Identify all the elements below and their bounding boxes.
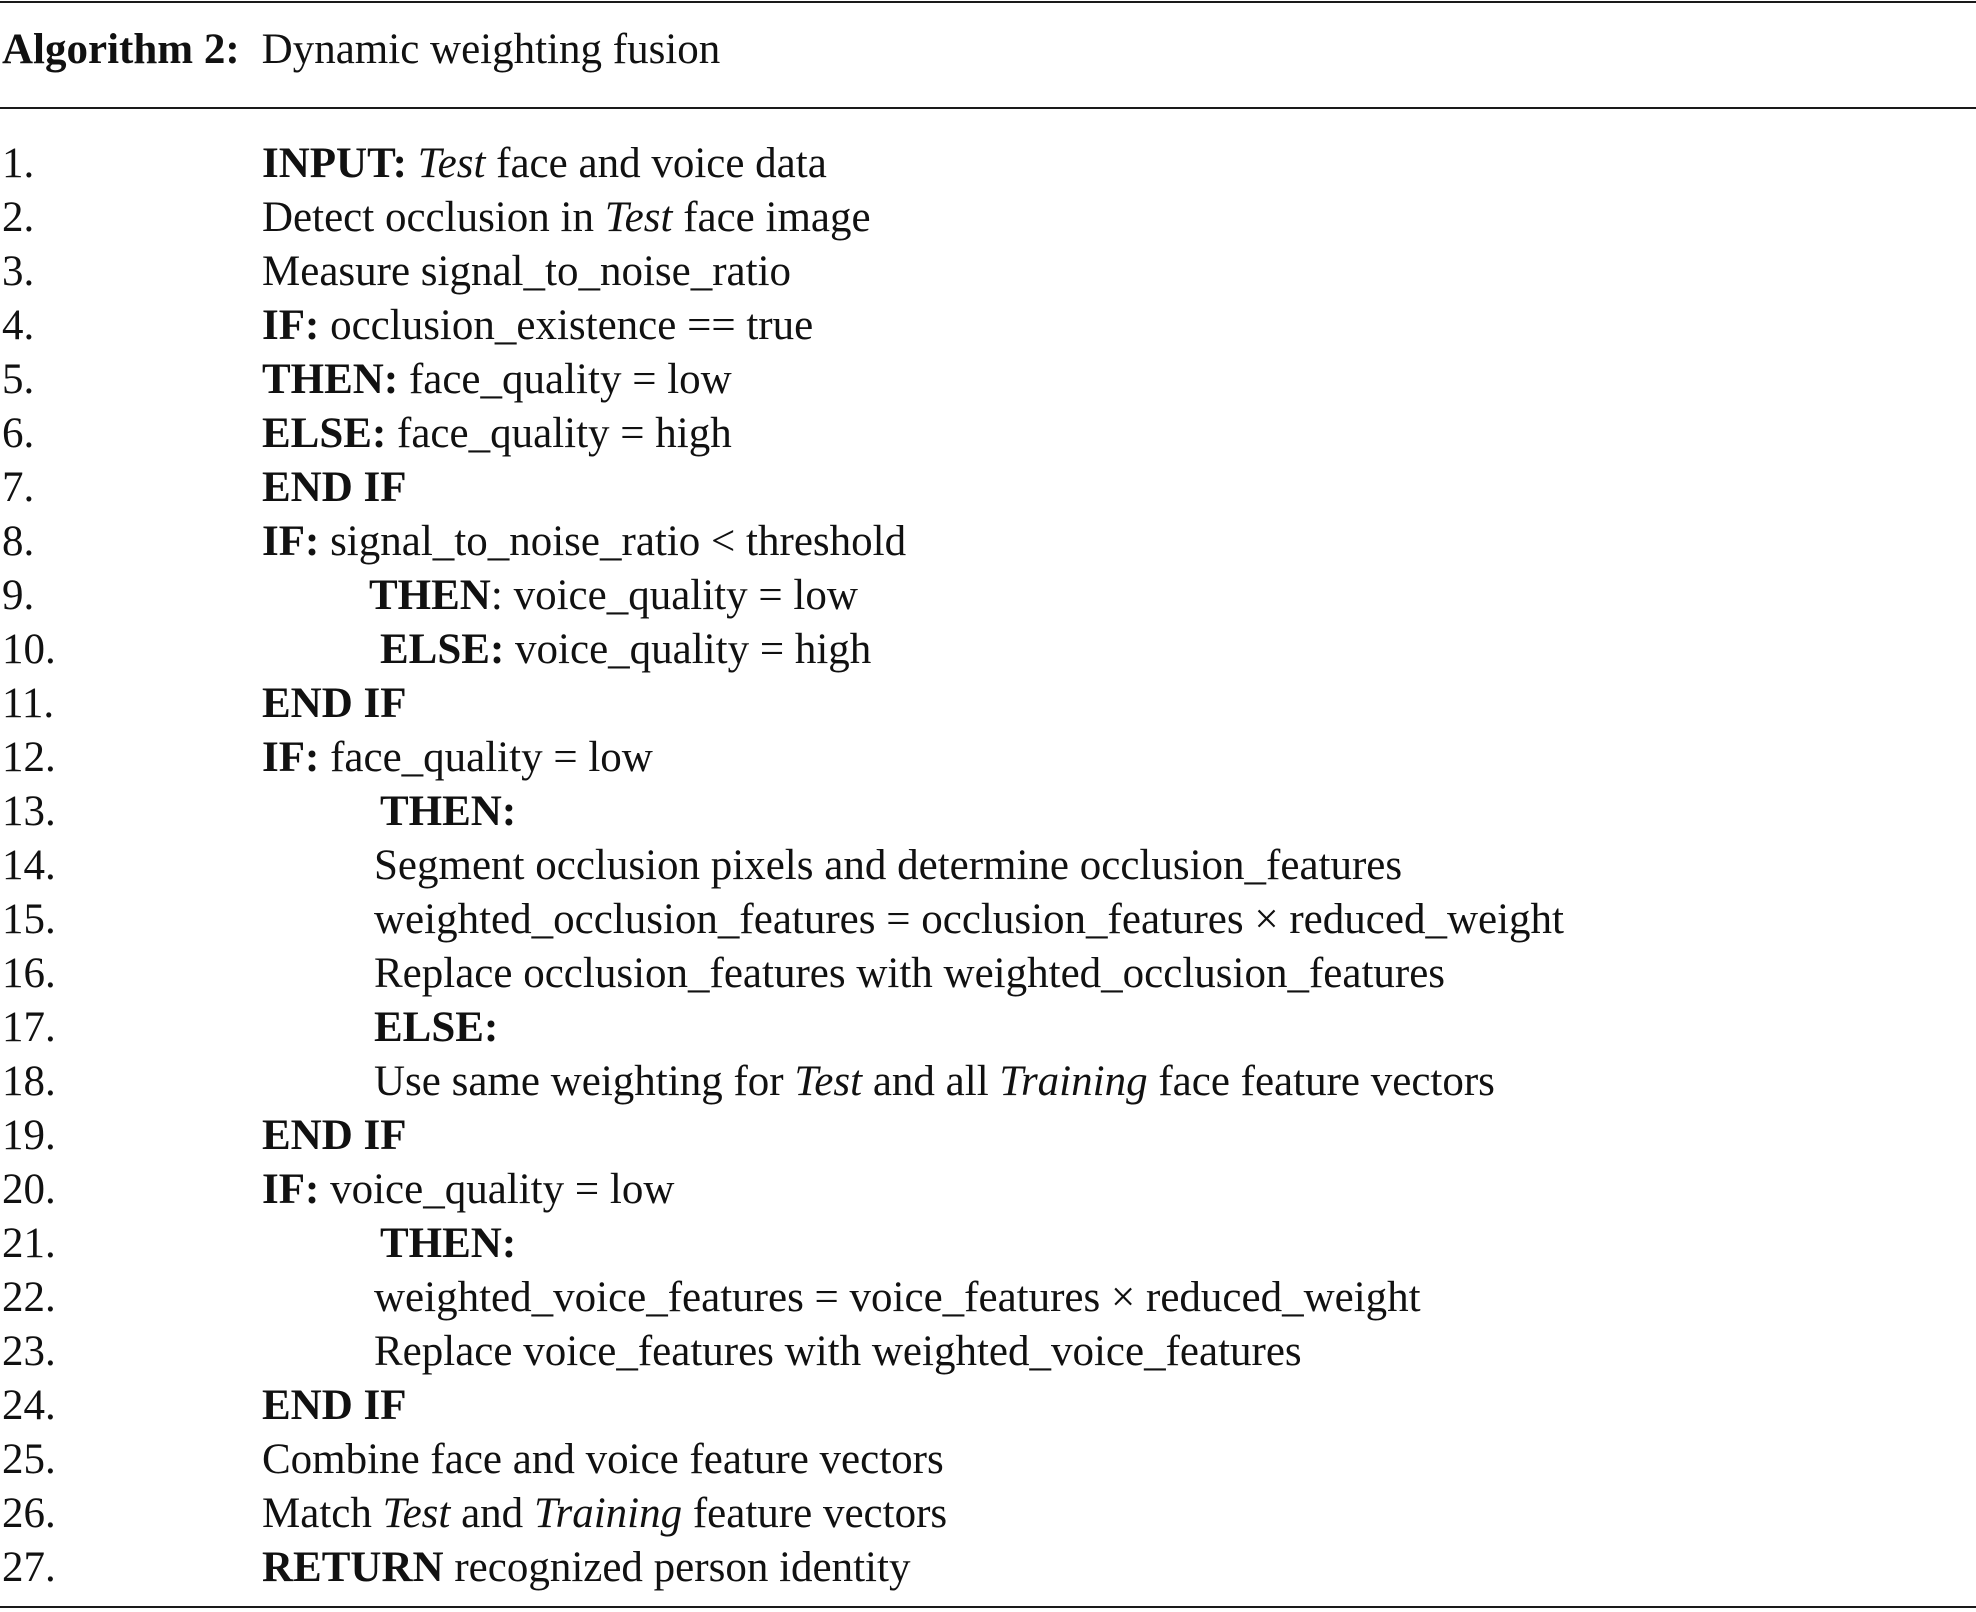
algorithm-line bbox=[0, 299, 1976, 353]
algorithm-line bbox=[0, 461, 1976, 515]
statement-text: voice_quality = high bbox=[504, 626, 872, 673]
statement-text: and bbox=[450, 1490, 534, 1537]
algorithm-line bbox=[0, 569, 1976, 623]
algorithm-line bbox=[0, 731, 1976, 785]
emphasis-text: Training bbox=[999, 1058, 1148, 1105]
keyword: THEN: bbox=[380, 788, 517, 835]
keyword: THEN: bbox=[262, 356, 399, 403]
algorithm-line bbox=[0, 893, 1976, 947]
algorithm-line bbox=[0, 1325, 1976, 1379]
line-content bbox=[374, 1001, 498, 1055]
line-number: 7. bbox=[2, 464, 35, 511]
line-number: 2. bbox=[2, 194, 35, 241]
algorithm-line bbox=[0, 1541, 1976, 1595]
keyword: RETURN bbox=[262, 1544, 444, 1591]
keyword: END IF bbox=[262, 1112, 407, 1159]
algorithm-line bbox=[0, 1001, 1976, 1055]
keyword: ELSE: bbox=[262, 410, 387, 457]
statement-text: Combine face and voice feature vectors bbox=[262, 1436, 944, 1483]
line-content bbox=[374, 893, 1564, 947]
line-number: 9. bbox=[2, 572, 35, 619]
line-content bbox=[262, 353, 732, 407]
statement-text: face feature vectors bbox=[1147, 1058, 1495, 1105]
algorithm-line bbox=[0, 1271, 1976, 1325]
line-number: 21. bbox=[2, 1220, 56, 1267]
statement-text: face image bbox=[672, 194, 871, 241]
bottom-rule bbox=[0, 1606, 1976, 1608]
algorithm-line bbox=[0, 785, 1976, 839]
line-number: 11. bbox=[2, 680, 55, 727]
line-content bbox=[374, 947, 1445, 1001]
keyword: END IF bbox=[262, 680, 407, 727]
line-content bbox=[374, 1271, 1421, 1325]
statement-text: face_quality = high bbox=[386, 410, 732, 457]
line-number: 27. bbox=[2, 1544, 56, 1591]
line-content bbox=[262, 1379, 407, 1433]
line-number: 10. bbox=[2, 626, 56, 673]
line-content bbox=[262, 245, 791, 299]
algorithm-line bbox=[0, 1487, 1976, 1541]
algorithm-line bbox=[0, 677, 1976, 731]
algorithm-line bbox=[0, 515, 1976, 569]
line-content bbox=[262, 299, 813, 353]
algorithm-line bbox=[0, 623, 1976, 677]
line-content bbox=[262, 677, 407, 731]
line-number: 18. bbox=[2, 1058, 56, 1105]
algorithm-line bbox=[0, 1163, 1976, 1217]
statement-text: weighted_voice_features = voice_features × reduced_weight bbox=[374, 1274, 1421, 1321]
line-number: 20. bbox=[2, 1166, 56, 1213]
line-number: 6. bbox=[2, 410, 35, 457]
algorithm-line bbox=[0, 1109, 1976, 1163]
statement-text: Replace occlusion_features with weighted_occlusion_features bbox=[374, 950, 1446, 997]
line-number: 19. bbox=[2, 1112, 56, 1159]
line-content bbox=[262, 407, 732, 461]
line-content bbox=[262, 461, 407, 515]
line-content bbox=[262, 191, 871, 245]
keyword: THEN bbox=[369, 572, 491, 619]
algorithm-line bbox=[0, 191, 1976, 245]
line-number: 23. bbox=[2, 1328, 56, 1375]
line-content bbox=[262, 731, 653, 785]
emphasis-text: Training bbox=[533, 1490, 683, 1537]
statement-text: : voice_quality = low bbox=[490, 572, 858, 619]
statement-text: Replace voice_features with weighted_voice_features bbox=[374, 1328, 1302, 1375]
line-content bbox=[262, 1433, 944, 1487]
statement-text: and all bbox=[862, 1058, 1000, 1105]
line-number: 15. bbox=[2, 896, 56, 943]
statement-text: signal_to_noise_ratio < threshold bbox=[319, 518, 907, 565]
keyword: ELSE: bbox=[374, 1004, 499, 1051]
algorithm-caption bbox=[2, 22, 720, 78]
statement-text: face_quality = low bbox=[398, 356, 732, 403]
algorithm-line bbox=[0, 353, 1976, 407]
statement-text: Use same weighting for bbox=[374, 1058, 795, 1105]
algorithm-line bbox=[0, 1379, 1976, 1433]
keyword: END IF bbox=[262, 1382, 407, 1429]
emphasis-text: Test bbox=[794, 1058, 863, 1105]
line-number: 16. bbox=[2, 950, 56, 997]
algorithm-line bbox=[0, 407, 1976, 461]
keyword: IF: bbox=[262, 518, 320, 565]
line-content bbox=[262, 1487, 947, 1541]
line-number: 4. bbox=[2, 302, 35, 349]
keyword: THEN: bbox=[380, 1220, 517, 1267]
statement-text: face and voice data bbox=[485, 140, 827, 187]
algorithm-line bbox=[0, 839, 1976, 893]
algorithm-title: Dynamic weighting fusion bbox=[261, 26, 721, 73]
line-number: 1. bbox=[2, 140, 35, 187]
line-content bbox=[262, 1109, 407, 1163]
top-rule bbox=[0, 1, 1976, 3]
line-content bbox=[380, 623, 871, 677]
line-number: 3. bbox=[2, 248, 35, 295]
line-content bbox=[262, 1541, 910, 1595]
line-content bbox=[374, 839, 1402, 893]
line-number: 12. bbox=[2, 734, 56, 781]
statement-text: face_quality = low bbox=[319, 734, 653, 781]
line-number: 8. bbox=[2, 518, 35, 565]
algorithm-line bbox=[0, 1217, 1976, 1271]
statement-text: Measure signal_to_noise_ratio bbox=[262, 248, 792, 295]
statement-text: occlusion_existence == true bbox=[319, 302, 814, 349]
line-number: 26. bbox=[2, 1490, 56, 1537]
emphasis-text: Test bbox=[604, 194, 673, 241]
keyword: IF: bbox=[262, 734, 320, 781]
emphasis-text: Test bbox=[417, 140, 486, 187]
line-content bbox=[380, 1217, 516, 1271]
algorithm-line bbox=[0, 1433, 1976, 1487]
keyword: IF: bbox=[262, 1166, 320, 1213]
keyword: INPUT: bbox=[262, 140, 407, 187]
emphasis-text: Test bbox=[382, 1490, 451, 1537]
line-number: 14. bbox=[2, 842, 56, 889]
line-number: 25. bbox=[2, 1436, 56, 1483]
algorithm-line bbox=[0, 1055, 1976, 1109]
line-number: 22. bbox=[2, 1274, 56, 1321]
line-number: 17. bbox=[2, 1004, 56, 1051]
line-content bbox=[262, 1163, 674, 1217]
line-content bbox=[369, 569, 858, 623]
keyword: ELSE: bbox=[380, 626, 505, 673]
algorithm-label: Algorithm 2: bbox=[2, 26, 240, 73]
statement-text: Match bbox=[262, 1490, 383, 1537]
algorithm-line bbox=[0, 245, 1976, 299]
line-number: 13. bbox=[2, 788, 56, 835]
line-content bbox=[262, 515, 906, 569]
line-number: 24. bbox=[2, 1382, 56, 1429]
statement-text: feature vectors bbox=[682, 1490, 948, 1537]
statement-text: voice_quality = low bbox=[319, 1166, 675, 1213]
statement-text: Detect occlusion in bbox=[262, 194, 605, 241]
line-content bbox=[374, 1325, 1302, 1379]
algorithm-line bbox=[0, 137, 1976, 191]
line-content bbox=[262, 137, 827, 191]
line-content bbox=[374, 1055, 1495, 1109]
keyword: END IF bbox=[262, 464, 407, 511]
algorithm-line bbox=[0, 947, 1976, 1001]
statement-text: recognized person identity bbox=[443, 1544, 911, 1591]
statement-text bbox=[407, 140, 418, 187]
keyword: IF: bbox=[262, 302, 320, 349]
header-rule bbox=[0, 107, 1976, 109]
statement-text: Segment occlusion pixels and determine occlusion_features bbox=[374, 842, 1403, 889]
line-content bbox=[380, 785, 516, 839]
line-number: 5. bbox=[2, 356, 35, 403]
statement-text: weighted_occlusion_features = occlusion_features × reduced_weight bbox=[374, 896, 1564, 943]
